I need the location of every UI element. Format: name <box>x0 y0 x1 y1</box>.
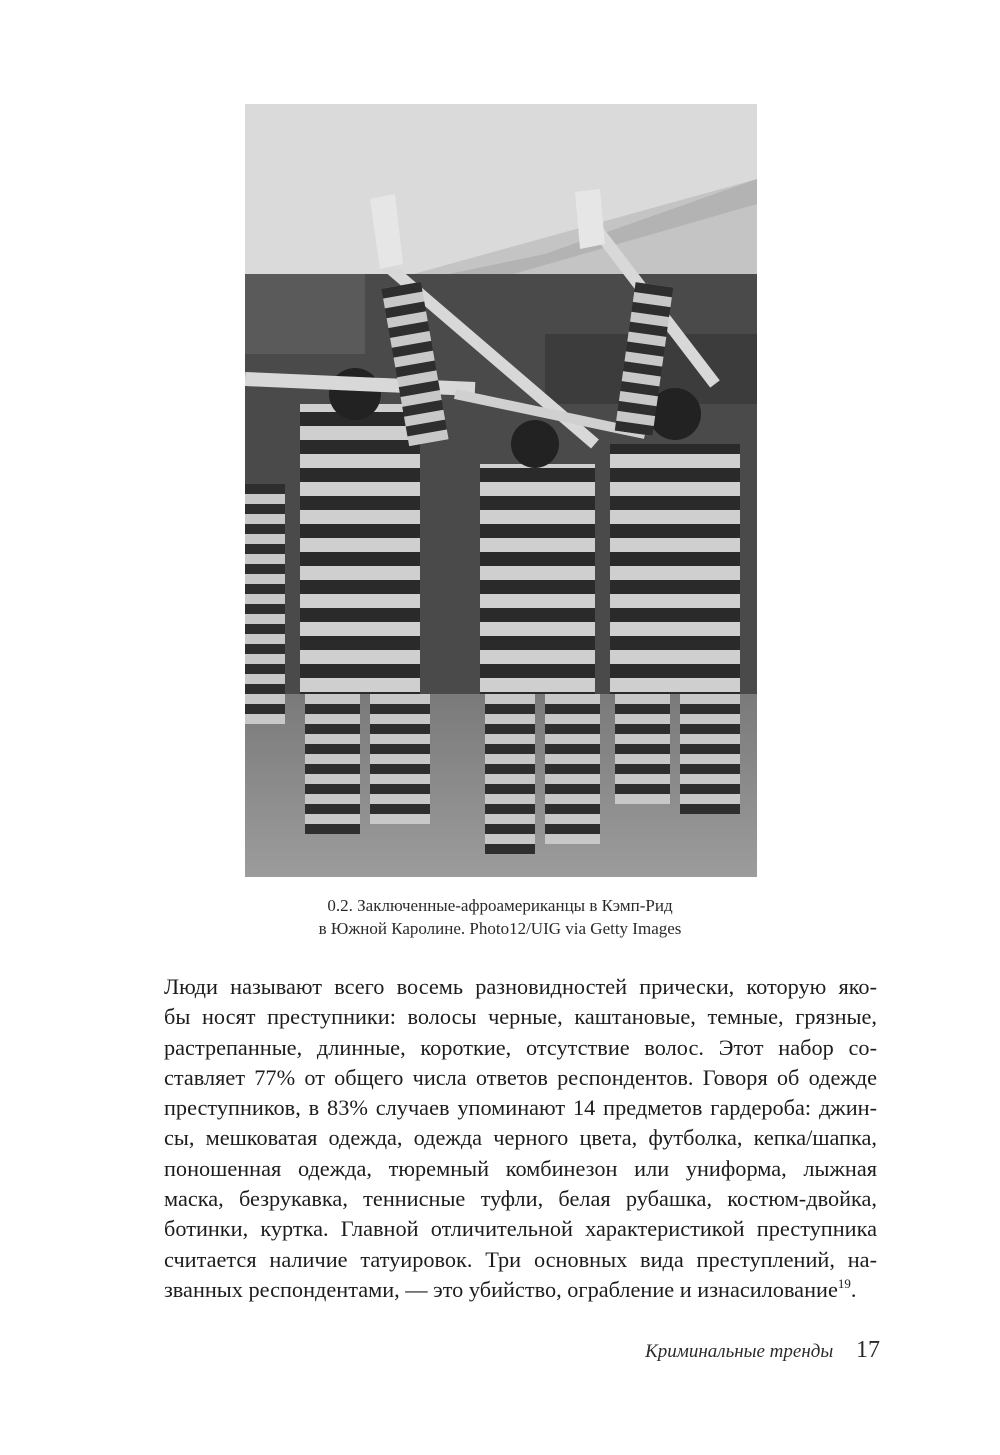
text-line: преступников, в 83% случаев упоминают 14 предметов гардероба: джин- <box>164 1095 877 1121</box>
text-line: ставляет 77% от общего числа ответов респондентов. Говоря об одежде <box>164 1064 877 1090</box>
footnote-ref[interactable]: 19 <box>837 1275 851 1291</box>
figure-caption <box>200 894 800 940</box>
section-title: Криминальные тренды <box>645 1341 834 1362</box>
page-number: 17 <box>856 1337 880 1363</box>
last-line-punct: . <box>850 1276 857 1302</box>
text-line: растрепанные, длинные, короткие, отсутствие волос. Этот набор со- <box>164 1034 877 1060</box>
text-line: поношенная одежда, тюремный комбинезон или униформа, лыжная <box>164 1155 877 1181</box>
text-line: маска, безрукавка, теннисные туфли, белая рубашка, костюм-двойка, <box>164 1186 877 1212</box>
running-head <box>560 1337 880 1364</box>
last-line-text: званных респондентами, — это убийство, ограбление и изнасилование <box>164 1276 838 1302</box>
photo-striped-prisoners-icon <box>245 104 757 877</box>
text-line: сы, мешковатая одежда, одежда черного цвета, футболка, кепка/шапка, <box>164 1125 877 1151</box>
text-line: ботинки, куртка. Главной отличительной характеристикой преступника <box>164 1216 877 1242</box>
text-line: Люди называют всего восемь разновидностей прически, которую яко- <box>164 974 877 999</box>
text-line: бы носят преступники: волосы черные, каштановые, темные, грязные, <box>164 1004 877 1030</box>
text-line-last <box>164 1275 877 1305</box>
text-line: считается наличие татуировок. Три основных вида преступлений, на- <box>164 1246 877 1272</box>
caption-line: в Южной Каролине. Photo12/UIG via Getty Images <box>318 919 682 938</box>
figure-photo <box>245 104 757 877</box>
caption-line: 0.2. Заключенные-афроамериканцы в Кэмп-Рид <box>327 896 673 915</box>
body-paragraph <box>164 972 884 1305</box>
